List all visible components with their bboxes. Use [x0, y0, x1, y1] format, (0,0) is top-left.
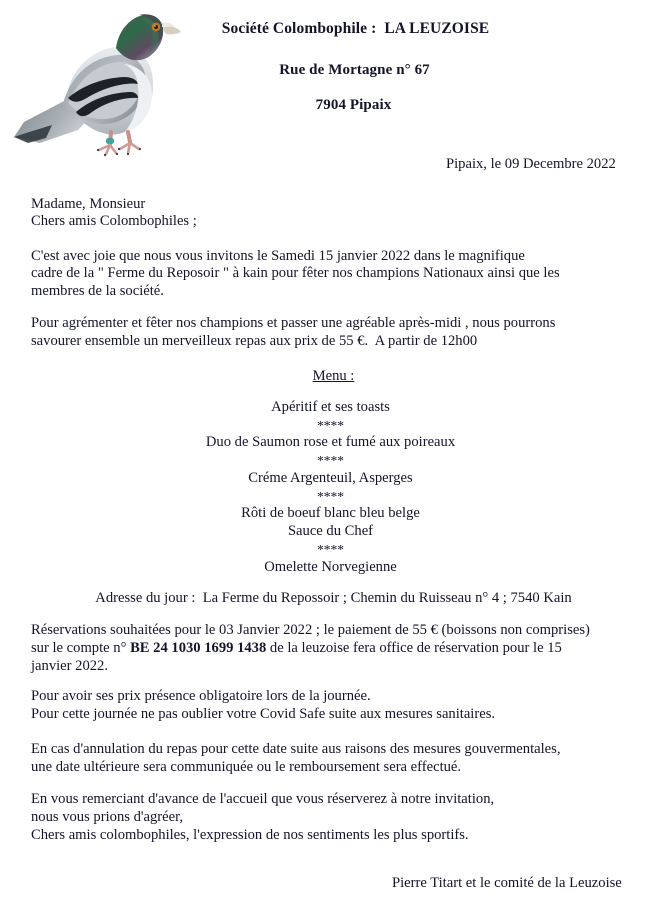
address-of-day: Adresse du jour : La Ferme du Repossoir ; Chemin du Ruisseau n° 4 ; 7540 Kain: [95, 590, 572, 606]
salutation-line-1: Madame, Monsieur: [31, 196, 146, 212]
menu-separator-2: ****: [317, 453, 344, 468]
date-line: Pipaix, le 09 Decembre 2022: [446, 156, 616, 172]
society-street-heading: Rue de Mortagne n° 67: [279, 62, 430, 78]
society-name-heading: Société Colombophile : LA LEUZOISE: [221, 20, 490, 37]
closing-line-3: Chers amis colombophiles, l'expression de nos sentiments les plus sportifs.: [31, 827, 469, 843]
reservation-line-2: [31, 640, 562, 657]
menu-separator-3: ****: [317, 489, 344, 504]
menu-item-2: Duo de Saumon rose et fumé aux poireaux: [205, 434, 456, 450]
reservation-account-prefix: sur le compte n°: [31, 640, 131, 656]
cancellation-line-1: En cas d'annulation du repas pour cette date suite aus raisons des mesures gouvermentales,: [31, 741, 561, 757]
invitation-paragraph-line-2: cadre de la " Ferme du Reposoir " à kain pour fêter nos champions Nationaux ainsi que les: [31, 265, 560, 281]
reservation-line-1: Réservations souhaitées pour le 03 Janvier 2022 ; le paiement de 55 € (boissons non comprises): [31, 622, 590, 638]
invitation-paragraph-line-3: membres de la société.: [31, 283, 164, 299]
reservation-line-3: janvier 2022.: [31, 658, 109, 674]
menu-title: Menu :: [312, 368, 355, 384]
menu-item-5: Sauce du Chef: [287, 523, 374, 539]
iban-number: BE 24 1030 1699 1438: [130, 640, 267, 656]
society-postal-heading: 7904 Pipaix: [315, 97, 392, 113]
salutation-line-2: Chers amis Colombophiles ;: [31, 213, 197, 229]
menu-item-1: Apéritif et ses toasts: [271, 399, 390, 415]
menu-separator-1: ****: [317, 418, 344, 433]
notice-covid-safe: Pour cette journée ne pas oublier votre Covid Safe suite aux mesures sanitaires.: [31, 706, 496, 722]
menu-separator-4: ****: [317, 542, 344, 557]
cancellation-line-2: une date ultérieure sera communiquée ou le remboursement sera effectué.: [31, 759, 462, 775]
invitation-paragraph-line-1: C'est avec joie que nous vous invitons le Samedi 15 janvier 2022 dans le magnifique: [31, 248, 525, 264]
closing-line-1: En vous remerciant d'avance de l'accueil que vous réserverez à notre invitation,: [31, 791, 495, 807]
closing-line-2: nous vous prions d'agréer,: [31, 809, 184, 825]
menu-item-3: Créme Argenteuil, Asperges: [248, 470, 413, 486]
meal-paragraph-line-1: Pour agrémenter et fêter nos champions et passer une agréable après-midi , nous pourrons: [31, 315, 556, 331]
menu-item-6: Omelette Norvegienne: [264, 559, 397, 575]
reservation-account-suffix: de la leuzoise fera office de réservation pour le 15: [266, 640, 562, 656]
notice-attendance: Pour avoir ses prix présence obligatoire lors de la journée.: [31, 688, 371, 704]
signature-line: Pierre Titart et le comité de la Leuzoise: [392, 875, 622, 891]
meal-paragraph-line-2: savourer ensemble un merveilleux repas aux prix de 55 €. A partir de 12h00: [31, 333, 478, 349]
menu-item-4: Rôti de boeuf blanc bleu belge: [241, 505, 420, 521]
